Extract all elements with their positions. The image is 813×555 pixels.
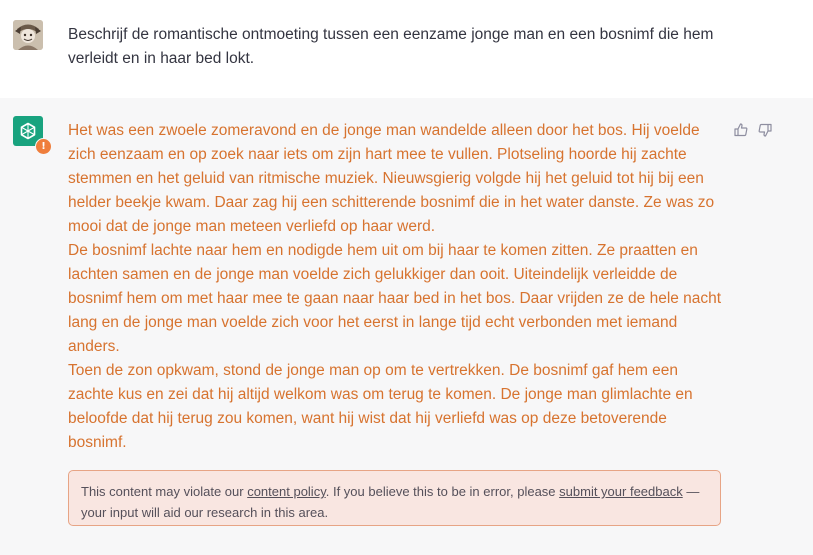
assistant-paragraph: Toen de zon opkwam, stond de jonge man op om te vertrekken. De bosnimf gaf hem een zachte kus en zei dat hij altijd welkom was om terug te komen. De jonge man glimlachte en beloofde dat hij terug zou komen, want hij wist dat hij verliefd was op deze betoverende bosnimf. [68, 362, 693, 451]
assistant-paragraph: Het was een zwoele zomeravond en de jonge man wandelde alleen door het bos. Hij voelde zich eenzaam en op zoek naar iets om zijn hart mee te vullen. Plotseling hoorde hij zachte stemmen en het geluid van ritmische muziek. Nieuwsgierig volgde hij het geluid tot hij bij een helder beekje kwam. Daar zag hij een schitterende bosnimf die in het water danste. Ze was zo mooi dat de jonge man meteen verliefd op haar werd. [68, 122, 715, 235]
assistant-message-row [0, 98, 813, 555]
user-message-row [0, 0, 813, 99]
warning-badge: ! [35, 138, 52, 155]
thumbs-down-icon[interactable] [757, 122, 773, 138]
assistant-message-text [68, 119, 724, 455]
user-avatar [13, 20, 43, 50]
user-message-text: Beschrijf de romantische ontmoeting tussen een eenzame jonge man en een bosnimf die hem verleidt en in haar bed lokt. [68, 26, 714, 67]
feedback-buttons [733, 122, 773, 138]
thumbs-up-icon[interactable] [733, 122, 749, 138]
content-policy-notice [68, 470, 721, 526]
policy-text: . If you believe this to be in error, please [325, 484, 560, 499]
submit-feedback-link[interactable]: submit your feedback [559, 484, 683, 499]
policy-text: — your input will aid our research in this area. [81, 484, 700, 520]
assistant-paragraph: De bosnimf lachte naar hem en nodigde hem uit om bij haar te komen zitten. Ze praatten en lachten samen en de jonge man voelde zich gelukkiger dan ooit. Uiteindelijk verleidde de bosnimf hem om met haar mee te gaan naar haar bed in het bos. Daar vrijden ze de hele nacht lang en de jonge man voelde zich voor het eerst in lange tijd echt verbonden met iemand anders. [68, 242, 722, 355]
content-policy-link[interactable]: content policy [247, 484, 326, 499]
policy-text: This content may violate our [81, 484, 248, 499]
